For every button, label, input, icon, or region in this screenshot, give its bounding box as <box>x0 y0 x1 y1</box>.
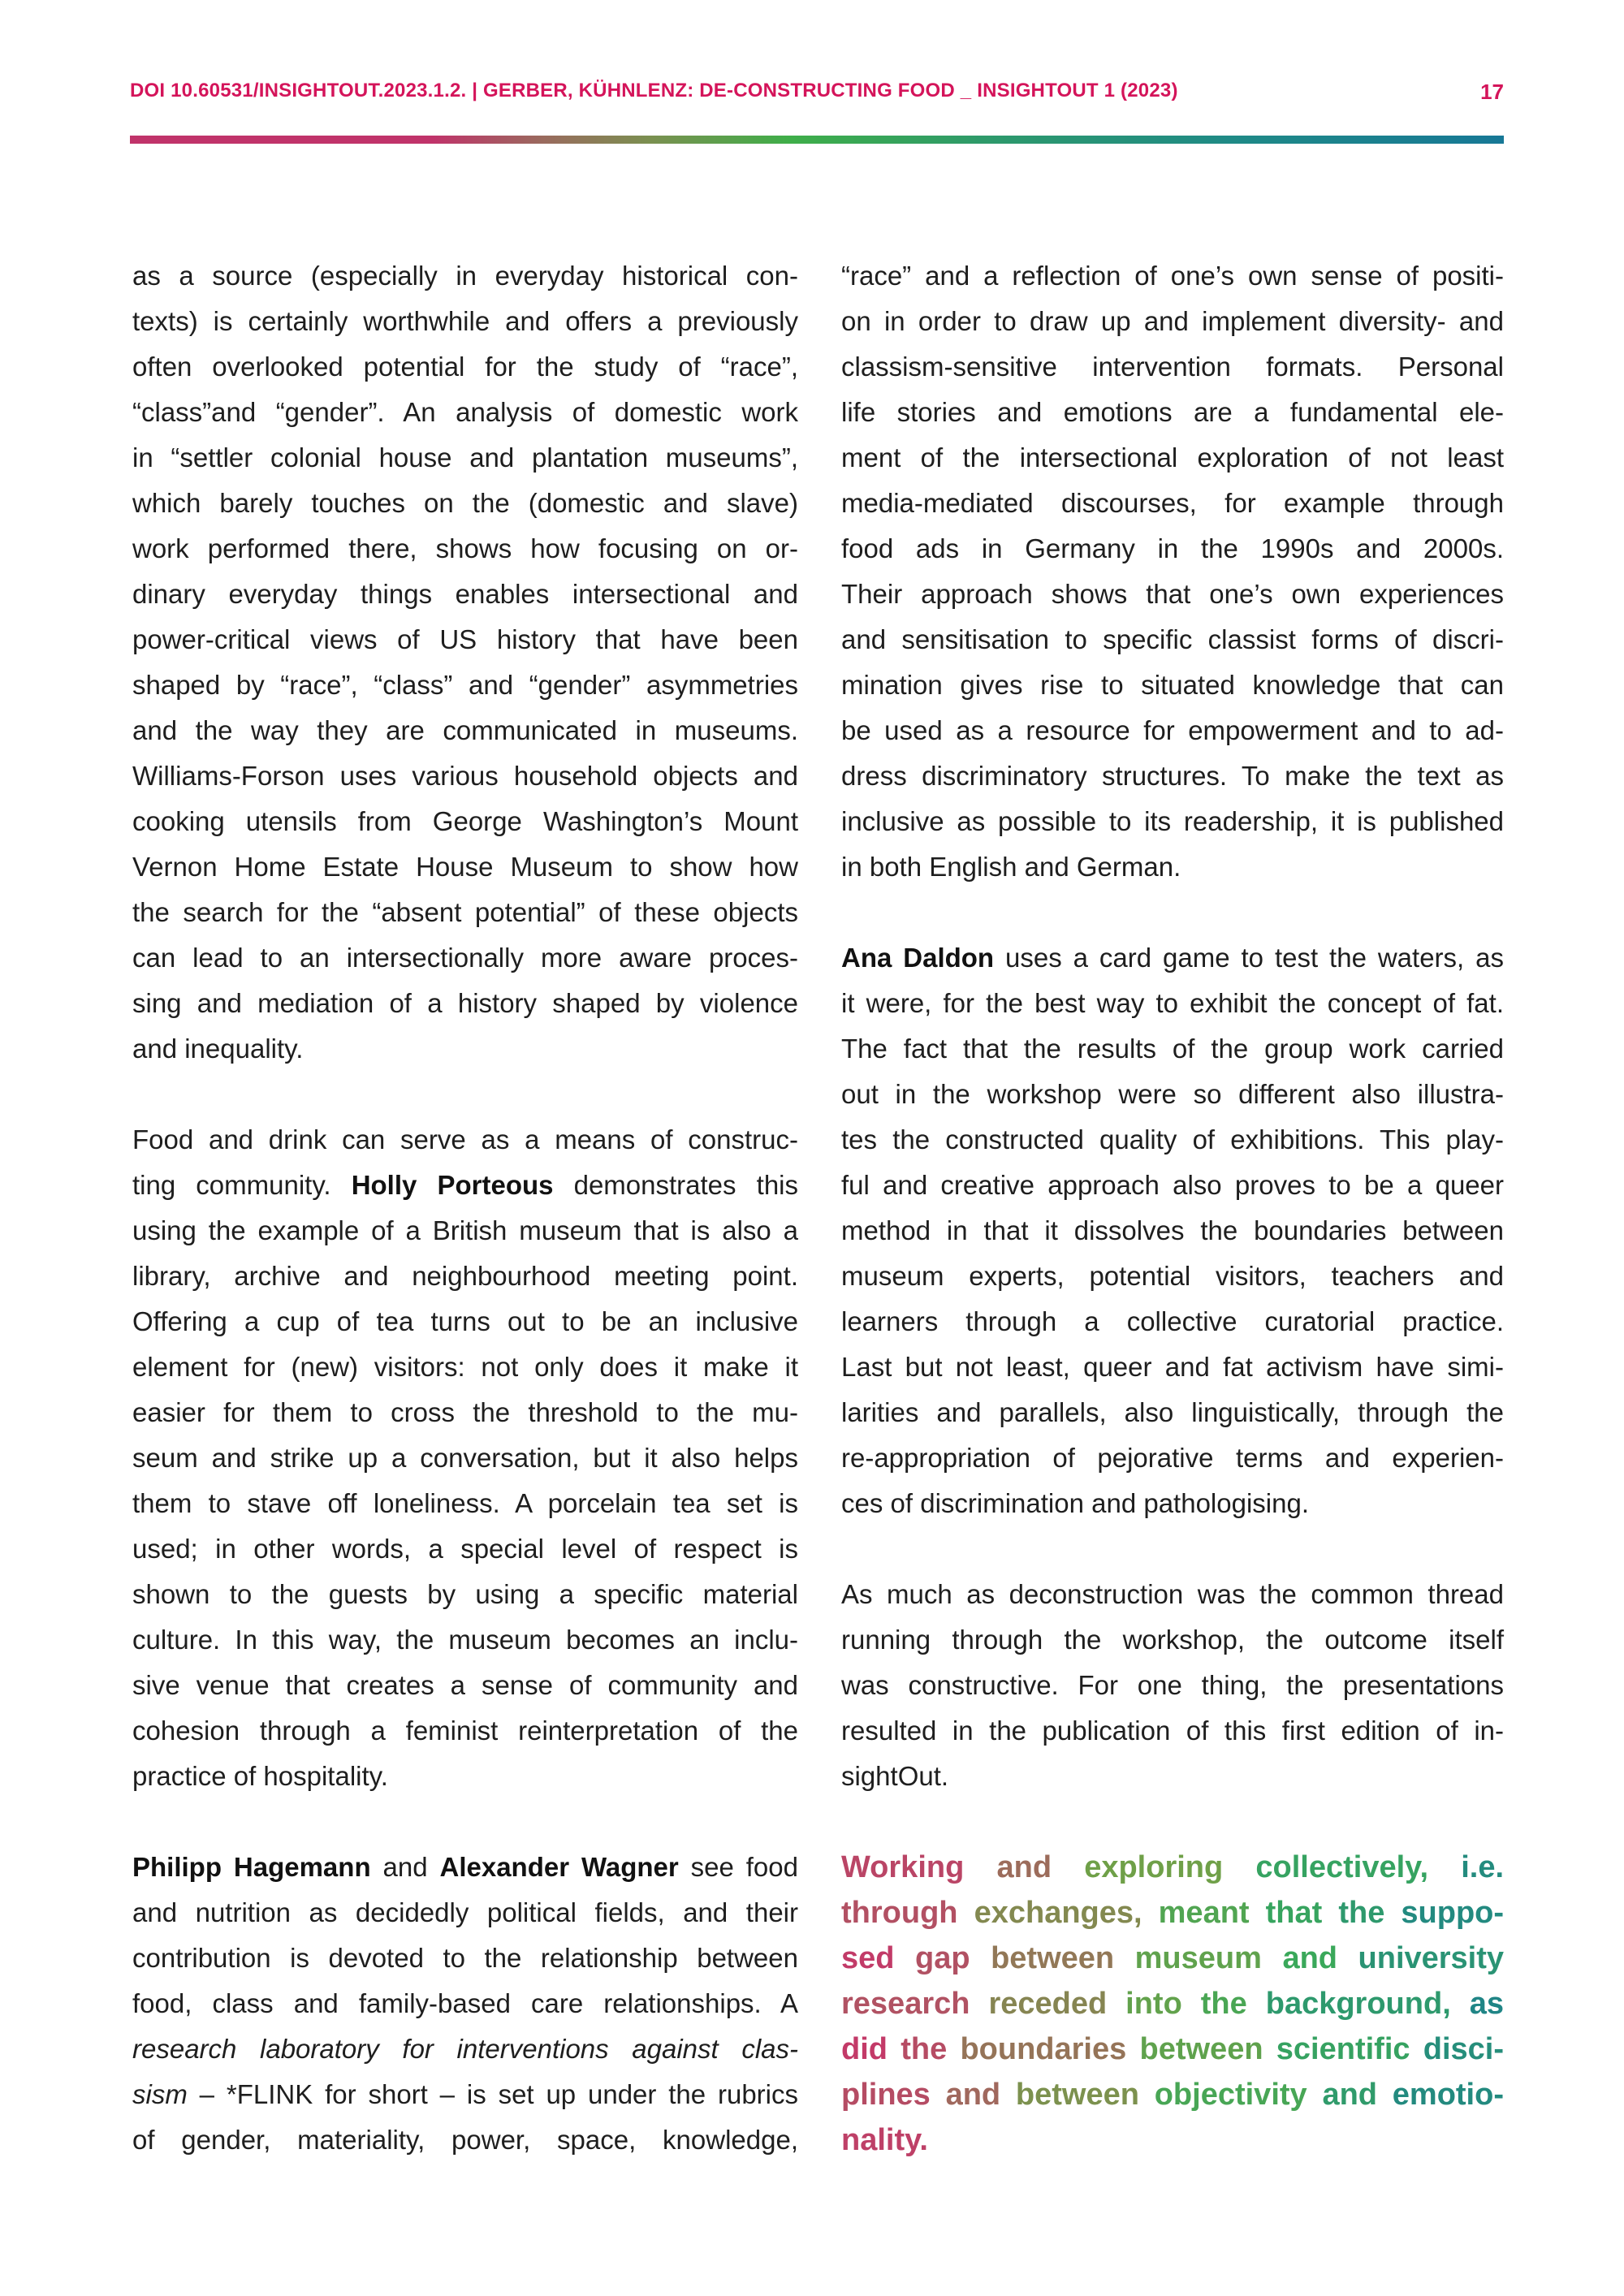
pull-quote-word: emotio- <box>1392 2078 1504 2112</box>
text-line: Williams-Forson uses various household objects and <box>132 761 798 791</box>
pull-quote-word: boundaries <box>960 2032 1127 2066</box>
paragraph-hagemann-wagner <box>132 1845 798 2163</box>
text-line: and inequality. <box>132 1034 304 1064</box>
pull-quote-line <box>841 1845 1504 1890</box>
text-line: dinary everyday things enables intersectional and <box>132 579 798 609</box>
text-line: re-appropriation of pejorative terms and experien- <box>841 1443 1504 1473</box>
pull-quote-word: meant <box>1158 1896 1250 1930</box>
paragraph-positionality <box>841 253 1504 890</box>
pull-quote-word: between <box>991 1941 1115 1975</box>
text-line: and the way they are communicated in museums. <box>132 715 798 745</box>
pull-quote <box>841 1845 1504 2163</box>
pull-quote-word: Working <box>841 1850 965 1884</box>
text-line: ting community. Holly Porteous demonstrates this <box>132 1170 798 1200</box>
text-line: dress discriminatory structures. To make the text as <box>841 761 1504 791</box>
text-line: often overlooked potential for the study of “race”, <box>132 352 798 382</box>
text-line: tes the constructed quality of exhibitions. This play- <box>841 1124 1504 1154</box>
text-line: “class”and “gender”. An analysis of domestic work <box>132 397 798 427</box>
paragraph-williams-forson <box>132 253 798 1072</box>
text-line: shaped by “race”, “class” and “gender” asymmetries <box>132 670 798 700</box>
right-column <box>841 253 1504 2163</box>
pull-quote-word: the <box>1200 1987 1247 2021</box>
text-line: and sensitisation to specific classist forms of discri- <box>841 624 1504 654</box>
text-line: practice of hospitality. <box>132 1761 388 1791</box>
pull-quote-word: the <box>901 2032 948 2066</box>
author-name: Ana Daldon <box>841 943 995 973</box>
pull-quote-word: that <box>1265 1896 1323 1930</box>
running-header <box>130 80 1510 112</box>
pull-quote-word: as <box>1469 1987 1505 2021</box>
left-column <box>132 253 798 2163</box>
author-name: Alexander Wagner <box>439 1852 679 1882</box>
page-number: 17 <box>1480 80 1504 104</box>
running-title: DOI 10.60531/INSIGHTOUT.2023.1.2. | GERBER, KÜHNLENZ: DE-CONSTRUCTING FOOD _ INSIGHTOUT 1 (2023) <box>130 80 1178 101</box>
text-line: on in order to draw up and implement diversity- and <box>841 306 1504 336</box>
pull-quote-line <box>841 2117 1504 2163</box>
text-line: of gender, materiality, power, space, knowledge, <box>132 2125 798 2155</box>
text-line: ces of discrimination and pathologising. <box>841 1488 1310 1518</box>
paragraph-outcome <box>841 1572 1504 1799</box>
pull-quote-word: research <box>841 1987 970 2021</box>
text-line: Offering a cup of tea turns out to be an inclusive <box>132 1306 798 1336</box>
text-line: museum experts, potential visitors, teachers and <box>841 1261 1504 1291</box>
text-line: was constructive. For one thing, the presentations <box>841 1670 1504 1700</box>
text-line: them to stave off loneliness. A porcelain tea set is <box>132 1488 798 1518</box>
text-line: method in that it dissolves the boundaries between <box>841 1215 1504 1245</box>
text-line: in both English and German. <box>841 852 1181 882</box>
text-line: classism-sensitive intervention formats. Personal <box>841 352 1504 382</box>
text-line: seum and strike up a conversation, but it also helps <box>132 1443 798 1473</box>
pull-quote-word: exchanges, <box>974 1896 1142 1930</box>
text-line: work performed there, shows how focusing on or- <box>132 533 798 563</box>
paragraph-daldon <box>841 935 1504 1526</box>
text-line: “race” and a reflection of one’s own sense of positi- <box>841 261 1504 291</box>
text-line: easier for them to cross the threshold to the mu- <box>132 1397 798 1427</box>
text-line: texts) is certainly worthwhile and offers a previously <box>132 306 798 336</box>
paragraph-porteous <box>132 1117 798 1799</box>
pull-quote-word: plines <box>841 2078 931 2112</box>
text-line: Last but not least, queer and fat activism have simi- <box>841 1352 1504 1382</box>
text-line: mination gives rise to situated knowledge that can <box>841 670 1504 700</box>
text-line: out in the workshop were so different also illustra- <box>841 1079 1504 1109</box>
text-line: Vernon Home Estate House Museum to show how <box>132 852 798 882</box>
pull-quote-word: nality. <box>841 2123 928 2157</box>
text-line: food, class and family-based care relationships. A <box>132 1988 798 2018</box>
pull-quote-word: the <box>1338 1896 1385 1930</box>
pull-quote-word: disci- <box>1423 2032 1504 2066</box>
pull-quote-word: between <box>1015 2078 1139 2112</box>
pull-quote-word: into <box>1125 1987 1182 2021</box>
pull-quote-line <box>841 1981 1504 2026</box>
text-line: ment of the intersectional exploration of not least <box>841 442 1504 473</box>
pull-quote-word: and <box>996 1850 1052 1884</box>
pull-quote-word: scientific <box>1276 2032 1410 2066</box>
text-line: cooking utensils from George Washington’s Mount <box>132 806 798 836</box>
text-line: as a source (especially in everyday historical con- <box>132 261 798 291</box>
pull-quote-line <box>841 2026 1504 2072</box>
text-line: in “settler colonial house and plantation museums”, <box>132 442 798 473</box>
pull-quote-word: museum <box>1134 1941 1262 1975</box>
pull-quote-word: between <box>1139 2032 1263 2066</box>
text-line: sism – *FLINK for short – is set up under the rubrics <box>132 2079 798 2109</box>
pull-quote-word: gap <box>915 1941 970 1975</box>
text-line: ful and creative approach also proves to be a queer <box>841 1170 1504 1200</box>
text-line: life stories and emotions are a fundamental ele- <box>841 397 1504 427</box>
pull-quote-word: and <box>1282 1941 1337 1975</box>
text-line: learners through a collective curatorial practice. <box>841 1306 1504 1336</box>
text-line: sive venue that creates a sense of community and <box>132 1670 798 1700</box>
text-line: can lead to an intersectionally more aware proces- <box>132 943 798 973</box>
pull-quote-word: collectively, <box>1255 1850 1429 1884</box>
text-line: Ana Daldon uses a card game to test the waters, as <box>841 943 1504 973</box>
text-line: used; in other words, a special level of respect is <box>132 1534 798 1564</box>
text-line: cohesion through a feminist reinterpretation of the <box>132 1716 798 1746</box>
text-line: power-critical views of US history that have been <box>132 624 798 654</box>
pull-quote-word: suppo- <box>1401 1896 1505 1930</box>
text-line: contribution is devoted to the relationship between <box>132 1943 798 1973</box>
text-line: Philipp Hagemann and Alexander Wagner see food <box>132 1852 798 1882</box>
pull-quote-line <box>841 1936 1504 1981</box>
text-line: resulted in the publication of this first edition of in- <box>841 1716 1504 1746</box>
text-line: the search for the “absent potential” of these objects <box>132 897 798 927</box>
pull-quote-word: objectivity <box>1154 2078 1307 2112</box>
text-line: sing and mediation of a history shaped by violence <box>132 988 798 1018</box>
text-line: it were, for the best way to exhibit the concept of fat. <box>841 988 1504 1018</box>
pull-quote-word: university <box>1358 1941 1505 1975</box>
pull-quote-word: exploring <box>1084 1850 1224 1884</box>
text-line: and nutrition as decidedly political fields, and their <box>132 1897 798 1927</box>
pull-quote-line <box>841 1890 1504 1936</box>
text-line: research laboratory for interventions against clas- <box>132 2034 798 2064</box>
author-name: Philipp Hagemann <box>132 1852 371 1882</box>
text-line: be used as a resource for empowerment and to ad- <box>841 715 1504 745</box>
gradient-rule <box>130 136 1504 144</box>
text-line: using the example of a British museum that is also a <box>132 1215 798 1245</box>
author-name: Holly Porteous <box>351 1170 554 1200</box>
text-line: larities and parallels, also linguistically, through the <box>841 1397 1504 1427</box>
pull-quote-word: did <box>841 2032 888 2066</box>
text-line: library, archive and neighbourhood meeting point. <box>132 1261 798 1291</box>
text-line: culture. In this way, the museum becomes an inclu- <box>132 1625 798 1655</box>
pull-quote-word: receded <box>988 1987 1108 2021</box>
text-line: Food and drink can serve as a means of construc- <box>132 1124 798 1154</box>
pull-quote-word: background, <box>1265 1987 1451 2021</box>
pull-quote-word: i.e. <box>1461 1850 1505 1884</box>
text-line: shown to the guests by using a specific material <box>132 1579 798 1609</box>
pull-quote-word: sed <box>841 1941 895 1975</box>
text-line: food ads in Germany in the 1990s and 2000s. <box>841 533 1504 563</box>
pull-quote-line <box>841 2072 1504 2117</box>
pull-quote-word: and <box>1322 2078 1377 2112</box>
text-line: Their approach shows that one’s own experiences <box>841 579 1504 609</box>
pull-quote-word: through <box>841 1896 958 1930</box>
text-line: sightOut. <box>841 1761 949 1791</box>
text-line: The fact that the results of the group work carried <box>841 1034 1504 1064</box>
text-line: element for (new) visitors: not only does it make it <box>132 1352 798 1382</box>
text-line: running through the workshop, the outcome itself <box>841 1625 1504 1655</box>
text-line: which barely touches on the (domestic and slave) <box>132 488 798 518</box>
pull-quote-word: and <box>945 2078 1001 2112</box>
text-line: inclusive as possible to its readership, it is published <box>841 806 1504 836</box>
text-line: media-mediated discourses, for example through <box>841 488 1504 518</box>
text-line: As much as deconstruction was the common thread <box>841 1579 1504 1609</box>
